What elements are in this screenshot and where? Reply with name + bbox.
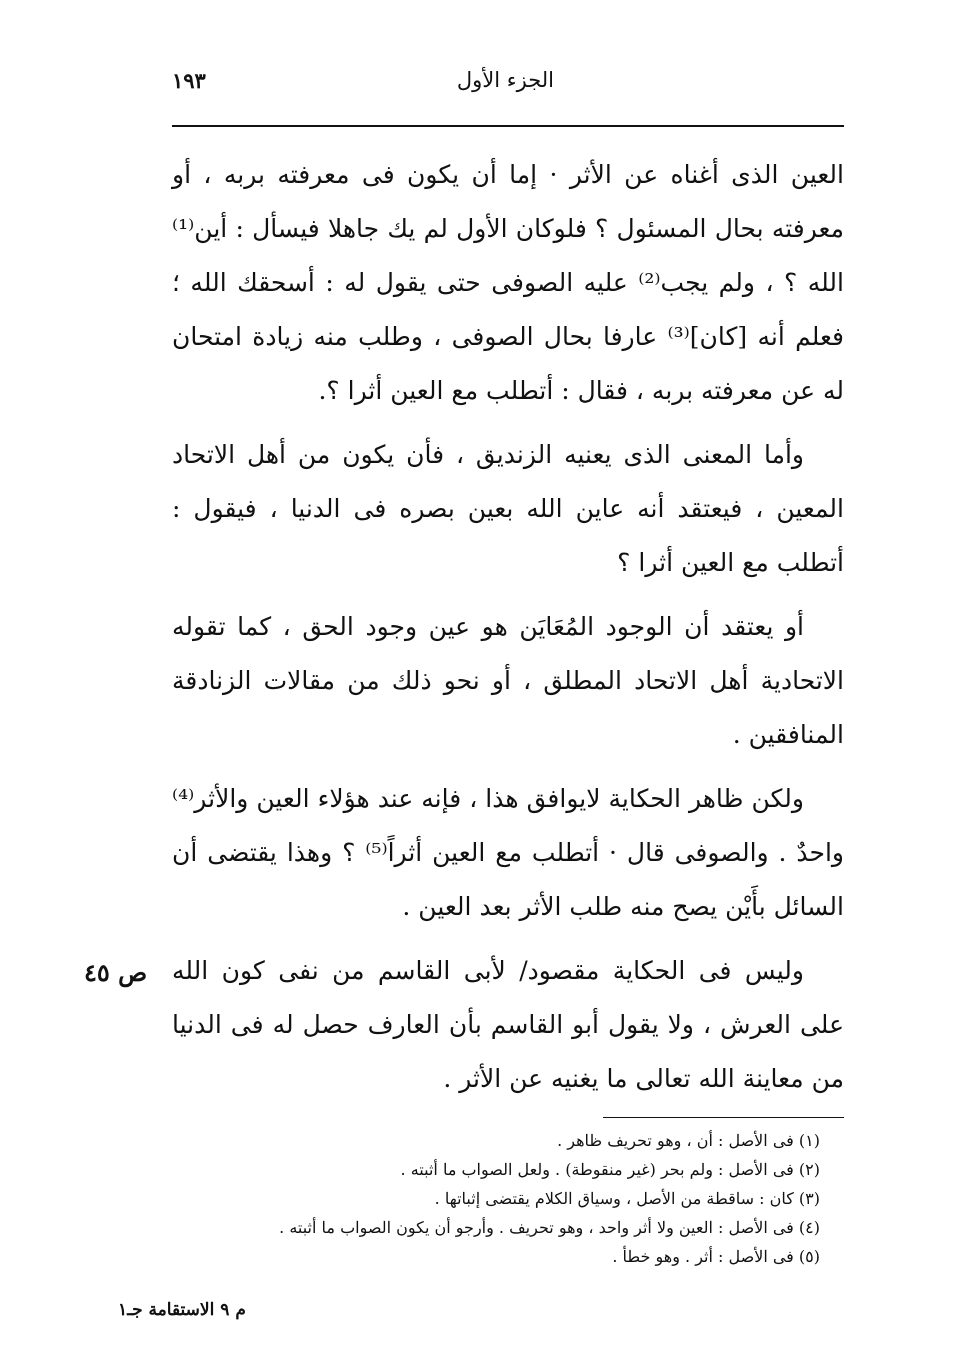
footnote-divider bbox=[603, 1117, 844, 1118]
paragraph-4: ولكن ظاهر الحكاية لايوافق هذا ، فإنه عند هؤلاء العين والأثر⁽⁴⁾ واحدٌ . والصوفى قال · أتطلب مع العين أثراً⁽⁵⁾ ؟ وهذا يقتضى أن السائل بأَيْن يصح منه طلب الأثر بعد العين . bbox=[172, 784, 844, 921]
header-divider bbox=[172, 125, 844, 127]
main-text bbox=[172, 148, 844, 1116]
running-title: الجزء الأول bbox=[456, 68, 554, 92]
footnote-5: (٥) فى الأصل : أثر . وهو خطأ . bbox=[612, 1247, 820, 1266]
footnote-4: (٤) فى الأصل : العين ولا أثر واحد ، وهو تحريف . وأرجو أن يكون الصواب ما أثبته . bbox=[279, 1218, 820, 1237]
footnotes bbox=[130, 1126, 820, 1271]
paragraph-5: وليس فى الحكاية مقصود/ لأبى القاسم من نفى كون الله على العرش ، ولا يقول أبو القاسم بأن العارف حصل له فى الدنيا من معاينة الله تعالى ما يغنيه عن الأثر . bbox=[172, 956, 844, 1093]
signature-mark: م ٩ الاستقامة جـ١ bbox=[118, 1300, 246, 1320]
footnote-3: (٣) كان : ساقطة من الأصل ، وسياق الكلام يقتضى إثباتها . bbox=[434, 1189, 820, 1208]
footnote-1: (١) فى الأصل : أن ، وهو تحريف ظاهر . bbox=[557, 1131, 820, 1150]
margin-page-reference: ص ٤٥ bbox=[84, 958, 148, 987]
page-header bbox=[172, 62, 844, 102]
page-number: ١٩٣ bbox=[172, 68, 206, 93]
paragraph-1: العين الذى أغناه عن الأثر · إما أن يكون فى معرفته بربه ، أو معرفته بحال المسئول ؟ فلوكان الأول لم يك جاهلا فيسأل : أين⁽¹⁾ الله ؟ ، ولم يجب⁽²⁾ عليه الصوفى حتى يقول له : أسحقك الله ؛ فعلم أنه [كان]⁽³⁾ عارفا بحال الصوفى ، وطلب منه زيادة امتحان له عن معرفته بربه ، فقال : أتطلب مع العين أثرا ؟. bbox=[172, 160, 844, 405]
paragraph-3: أو يعتقد أن الوجود المُعَايَن هو عين وجود الحق ، كما تقوله الاتحادية أهل الاتحاد المطلق ، أو نحو ذلك من مقالات الزنادقة المنافقين . bbox=[172, 612, 844, 749]
footnote-2: (٢) فى الأصل : ولم بحر (غير منقوطة) . ولعل الصواب ما أثبته . bbox=[400, 1160, 820, 1179]
paragraph-2: وأما المعنى الذى يعنيه الزنديق ، فأن يكون من أهل الاتحاد المعين ، فيعتقد أنه عاين الله بعين بصره فى الدنيا ، فيقول : أتطلب مع العين أثرا ؟ bbox=[172, 440, 844, 577]
